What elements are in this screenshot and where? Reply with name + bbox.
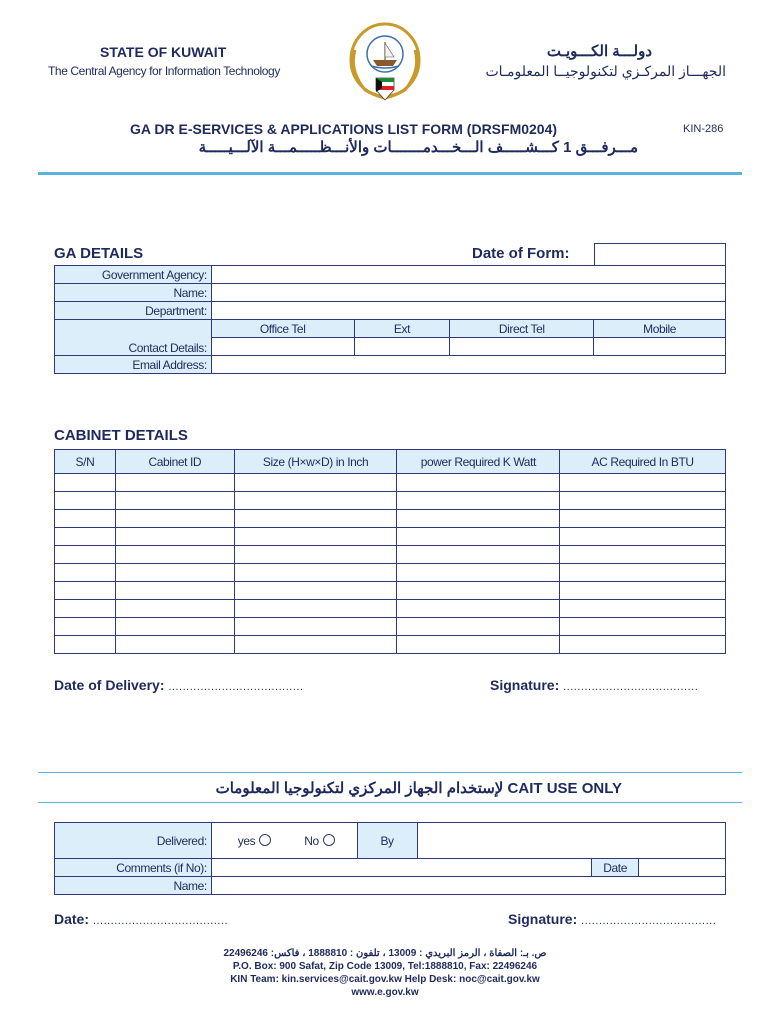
cabinet-cell[interactable] xyxy=(55,600,116,618)
by-label: By xyxy=(357,823,417,859)
ext-header: Ext xyxy=(354,320,450,338)
cabinet-cell[interactable] xyxy=(55,510,116,528)
footer-website[interactable]: www.e.gov.kw xyxy=(351,987,419,998)
government-agency-field[interactable] xyxy=(211,266,725,284)
bottom-signature-label: Signature: xyxy=(508,911,578,927)
government-agency-label: Government Agency: xyxy=(55,266,212,284)
form-title-ar: مـــرفـــق 1 كـــشـــــف الـــخـــدمـــــــات والأنـــظـــــمـــة الآلـــيـــــة xyxy=(198,139,638,156)
date-of-delivery-label: Date of Delivery: xyxy=(54,677,165,693)
cabinet-cell[interactable] xyxy=(560,636,726,654)
cabinet-cell[interactable] xyxy=(115,564,234,582)
cabinet-cell[interactable] xyxy=(55,492,116,510)
cabinet-cell[interactable] xyxy=(560,600,726,618)
cabinet-cell[interactable] xyxy=(234,474,397,492)
footer-contacts: KIN Team: kin.services@cait.gov.kw Help Desk: noc@cait.gov.kw xyxy=(230,974,540,985)
by-field[interactable] xyxy=(417,823,725,859)
bottom-date-field[interactable]: ...................................... xyxy=(92,915,229,927)
mobile-header: Mobile xyxy=(594,320,726,338)
cabinet-cell[interactable] xyxy=(55,582,116,600)
direct-tel-field[interactable] xyxy=(450,338,594,356)
header-divider xyxy=(38,172,742,175)
cabinet-cell[interactable] xyxy=(234,636,397,654)
form-code: KIN-286 xyxy=(683,123,724,135)
cait-name-field[interactable] xyxy=(211,877,725,895)
delivered-options xyxy=(211,823,357,859)
cabinet-cell[interactable] xyxy=(560,510,726,528)
footer xyxy=(150,947,620,999)
state-title-en: STATE OF KUWAIT xyxy=(100,44,227,60)
cabinet-row xyxy=(55,474,726,492)
cabinet-cell[interactable] xyxy=(560,546,726,564)
cabinet-cell[interactable] xyxy=(55,546,116,564)
cabinet-cell[interactable] xyxy=(397,492,560,510)
cabinet-cell[interactable] xyxy=(115,636,234,654)
date-of-delivery xyxy=(54,677,304,693)
cabinet-cell[interactable] xyxy=(55,636,116,654)
cait-table xyxy=(54,822,726,895)
cait-use-only-title: لإستخدام الجهاز المركزي لتكنولوجيا المعلومات CAIT USE ONLY xyxy=(215,780,622,797)
size-header: Size (H×w×D) in Inch xyxy=(234,450,397,474)
cabinet-cell[interactable] xyxy=(115,492,234,510)
cabinet-cell[interactable] xyxy=(115,582,234,600)
mobile-field[interactable] xyxy=(594,338,726,356)
no-radio[interactable] xyxy=(323,834,335,846)
cabinet-id-header: Cabinet ID xyxy=(115,450,234,474)
cabinet-cell[interactable] xyxy=(115,510,234,528)
email-label: Email Address: xyxy=(55,356,212,374)
cabinet-cell[interactable] xyxy=(397,528,560,546)
department-field[interactable] xyxy=(211,302,725,320)
date-label: Date xyxy=(592,859,639,877)
footer-address-en: P.O. Box: 900 Safat, Zip Code 13009, Tel:1888810, Fax: 22496246 xyxy=(232,961,538,972)
cabinet-cell[interactable] xyxy=(397,510,560,528)
cabinet-cell[interactable] xyxy=(234,582,397,600)
ac-header: AC Required In BTU xyxy=(560,450,726,474)
cabinet-cell[interactable] xyxy=(115,618,234,636)
department-label: Department: xyxy=(55,302,212,320)
cabinet-row xyxy=(55,582,726,600)
delivered-label: Delivered: xyxy=(55,823,212,859)
cabinet-cell[interactable] xyxy=(115,600,234,618)
cabinet-row xyxy=(55,636,726,654)
ga-details-table xyxy=(54,265,726,374)
bottom-date-label: Date: xyxy=(54,911,90,927)
cabinet-cell[interactable] xyxy=(397,636,560,654)
comments-field[interactable] xyxy=(211,859,591,877)
cabinet-cell[interactable] xyxy=(560,582,726,600)
date-of-form-field[interactable] xyxy=(594,243,726,266)
kuwait-emblem-icon xyxy=(345,20,425,104)
name-field[interactable] xyxy=(211,284,725,302)
cabinet-cell[interactable] xyxy=(397,474,560,492)
cabinet-cell[interactable] xyxy=(55,564,116,582)
cabinet-row xyxy=(55,510,726,528)
bottom-signature xyxy=(508,911,716,927)
cabinet-cell[interactable] xyxy=(560,492,726,510)
signature-field[interactable]: ...................................... xyxy=(563,681,699,693)
cabinet-cell[interactable] xyxy=(397,600,560,618)
cabinet-row xyxy=(55,528,726,546)
form-title-en: GA DR E-SERVICES & APPLICATIONS LIST FORM (DRSFM0204) xyxy=(130,121,558,137)
cabinet-cell[interactable] xyxy=(560,528,726,546)
signature-label: Signature: xyxy=(490,677,560,693)
cabinet-cell[interactable] xyxy=(234,564,397,582)
agency-name-en: The Central Agency for Information Technology xyxy=(48,64,280,78)
cait-divider-top xyxy=(38,772,742,773)
cabinet-cell[interactable] xyxy=(234,618,397,636)
yes-option-label: yes xyxy=(237,833,256,848)
power-header: power Required K Watt xyxy=(397,450,560,474)
cabinet-cell[interactable] xyxy=(115,528,234,546)
cabinet-cell[interactable] xyxy=(234,600,397,618)
date-of-form-label: Date of Form: xyxy=(472,245,570,262)
email-field[interactable] xyxy=(211,356,725,374)
cabinet-cell[interactable] xyxy=(397,546,560,564)
ext-field[interactable] xyxy=(354,338,450,356)
cabinet-details-title: CABINET DETAILS xyxy=(54,427,188,444)
cait-name-label: Name: xyxy=(55,877,212,895)
cabinet-cell[interactable] xyxy=(234,546,397,564)
cabinet-cell[interactable] xyxy=(560,564,726,582)
cabinet-row xyxy=(55,564,726,582)
bottom-signature-field[interactable]: ...................................... xyxy=(581,915,717,927)
cait-divider-bottom xyxy=(38,802,742,803)
name-label: Name: xyxy=(55,284,212,302)
cabinet-cell[interactable] xyxy=(234,510,397,528)
office-tel-header: Office Tel xyxy=(211,320,354,338)
cabinet-cell[interactable] xyxy=(397,564,560,582)
office-tel-field[interactable] xyxy=(211,338,354,356)
signature xyxy=(490,677,698,693)
agency-name-ar: الجهـــاز المركـزي لتكنولوجيــا المعلومـات xyxy=(485,63,726,79)
ga-details-title: GA DETAILS xyxy=(54,245,144,262)
no-option-label: No xyxy=(304,833,319,848)
direct-tel-header: Direct Tel xyxy=(450,320,594,338)
cabinet-cell[interactable] xyxy=(115,474,234,492)
cabinet-details-table xyxy=(54,449,726,654)
yes-radio[interactable] xyxy=(259,834,271,846)
cabinet-cell[interactable] xyxy=(560,474,726,492)
cabinet-cell[interactable] xyxy=(115,546,234,564)
cabinet-cell[interactable] xyxy=(234,492,397,510)
footer-address-ar: ص. بـ: الصفاة ، الرمز البريدي : 13009 ، تلفون : 1888810 ، فاكس: 22496246 xyxy=(223,948,547,959)
cabinet-cell[interactable] xyxy=(55,528,116,546)
bottom-date xyxy=(54,911,228,927)
cabinet-cell[interactable] xyxy=(397,582,560,600)
state-title-ar: دولـــة الكـــويـت xyxy=(546,43,652,60)
cabinet-row xyxy=(55,600,726,618)
comments-label: Comments (if No): xyxy=(55,859,212,877)
cabinet-cell[interactable] xyxy=(55,474,116,492)
cabinet-row xyxy=(55,546,726,564)
cabinet-cell[interactable] xyxy=(560,618,726,636)
date-field[interactable] xyxy=(639,859,726,877)
date-of-delivery-field[interactable]: ...................................... xyxy=(168,681,304,693)
cabinet-row xyxy=(55,492,726,510)
cabinet-row xyxy=(55,618,726,636)
cabinet-cell[interactable] xyxy=(397,618,560,636)
contact-details-label: Contact Details: xyxy=(55,320,212,356)
sn-header: S/N xyxy=(55,450,116,474)
cabinet-cell[interactable] xyxy=(234,528,397,546)
cabinet-cell[interactable] xyxy=(55,618,116,636)
